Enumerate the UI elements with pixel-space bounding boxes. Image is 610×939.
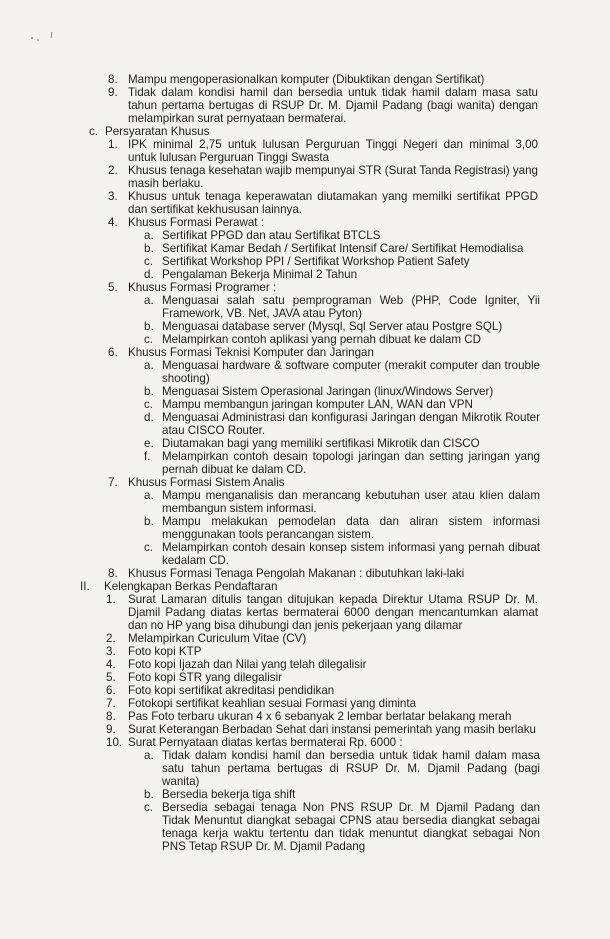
list-marker: c.	[89, 125, 99, 138]
list-item	[108, 567, 538, 580]
list-marker: d.	[144, 411, 154, 424]
list-marker: a.	[144, 294, 154, 307]
list-marker: b.	[144, 385, 154, 398]
list-text: Menguasai database server (Mysql, Sql Server atau Postgre SQL)	[162, 320, 503, 333]
list-text: Mampu menganalisis dan merancang kebutuhan user atau klien dalam membangun sistem informasi.	[162, 489, 540, 515]
list-text: Melampirkan contoh aplikasi yang pernah dibuat ke dalam CD	[162, 333, 482, 346]
sub-list-item	[144, 801, 540, 853]
list-item	[108, 164, 538, 190]
list-marker: b.	[144, 515, 154, 528]
document-body	[0, 73, 610, 853]
list-marker: f.	[144, 450, 151, 463]
sub-list-item	[144, 333, 540, 346]
list-marker: a.	[144, 229, 154, 242]
sub-list-item	[144, 255, 540, 268]
sub-list-item	[144, 229, 540, 242]
list-text: Melampirkan Curiculum Vitae (CV)	[128, 632, 307, 645]
list-marker: 1.	[106, 593, 116, 606]
list-text: Pas Foto terbaru ukuran 4 x 6 sebanyak 2 lembar berlatar belakang merah	[128, 710, 512, 723]
list-item	[106, 645, 538, 658]
list-item	[108, 346, 538, 359]
list-text: Surat Lamaran ditulis tangan ditujukan kepada Direktur Utama RSUP Dr. M. Djamil Padang diatas kertas bermaterai 6000 dengan mencantumkan alamat dan no HP yang bisa dihubungi dan jenis pekerjaan yang dilamar	[128, 593, 538, 632]
list-text: Surat Keterangan Berbadan Sehat dari instansi pemerintah yang masih berlaku	[128, 723, 536, 736]
list-marker: 9.	[108, 86, 118, 99]
list-text: Sertifikat Kamar Bedah / Sertifikat Intensif Care/ Sertifikat Hemodialisa	[162, 242, 524, 255]
sub-list-item	[144, 268, 540, 281]
list-item	[108, 138, 538, 164]
list-marker: 6.	[108, 346, 118, 359]
sub-list-item	[144, 411, 540, 437]
list-text: Mampu membangun jaringan komputer LAN, WAN dan VPN	[162, 398, 473, 411]
sub-list-item	[144, 515, 540, 541]
sub-list-item	[144, 749, 540, 788]
list-marker: 7.	[106, 697, 116, 710]
sub-list-item	[144, 385, 540, 398]
list-item	[106, 593, 538, 632]
list-text: Bersedia sebagai tenaga Non PNS RSUP Dr. M Djamil Padang dan Tidak Menuntut diangkat sebagai CPNS atau bersedia diangkat sebagai tenaga kerja waktu tertentu dan tidak menuntut diangkat sebagai Non PNS Tetap RSUP Dr. M. Djamil Padang	[162, 801, 540, 853]
sub-list-item	[144, 541, 540, 567]
sub-list-item	[144, 294, 540, 320]
list-text: Foto kopi Ijazah dan Nilai yang telah dilegalisir	[128, 658, 367, 671]
list-item	[108, 216, 538, 229]
sub-list-item	[144, 242, 540, 255]
list-text: Tidak dalam kondisi hamil dan bersedia untuk tidak hamil dalam masa satu tahun pertama bertugas di RSUP Dr. M. Djamil Padang (bagi wanita)	[162, 749, 540, 788]
list-marker: a.	[144, 489, 154, 502]
list-marker: 5.	[108, 281, 118, 294]
list-item	[106, 658, 538, 671]
list-marker: 8.	[108, 73, 118, 86]
list-text: Kelengkapan Berkas Pendaftaran	[104, 580, 278, 593]
list-text: Persyaratan Khusus	[105, 125, 210, 138]
list-text: IPK minimal 2,75 untuk lulusan Perguruan Tinggi Negeri dan minimal 3,00 untuk lulusan Perguruan Tinggi Swasta	[128, 138, 538, 164]
list-marker: a.	[144, 359, 154, 372]
list-item	[108, 86, 538, 125]
list-marker: 8.	[106, 710, 116, 723]
list-text: Khusus tenaga kesehatan wajib mempunyai STR (Surat Tanda Registrasi) yang masih berlaku.	[128, 164, 538, 190]
list-marker: 1.	[108, 138, 118, 151]
sub-list-item	[144, 320, 540, 333]
list-item	[106, 684, 538, 697]
list-item	[106, 671, 538, 684]
list-marker: 3.	[106, 645, 116, 658]
section-heading-persyaratan-khusus	[89, 125, 535, 138]
list-item	[106, 632, 538, 645]
sub-list-item	[144, 359, 540, 385]
scan-speck-marks	[28, 26, 68, 46]
list-marker: c.	[144, 255, 154, 268]
list-marker: 9.	[106, 723, 116, 736]
list-marker: b.	[144, 320, 154, 333]
list-marker: 10.	[106, 736, 123, 749]
list-text: Surat Pernyataan diatas kertas bermaterai Rp. 6000 :	[128, 736, 403, 749]
list-item	[108, 190, 538, 216]
list-item	[106, 736, 538, 749]
list-marker: c.	[144, 398, 154, 411]
list-item	[106, 710, 538, 723]
list-text: Foto kopi STR yang dilegalisir	[128, 671, 283, 684]
list-marker: a.	[144, 749, 154, 762]
list-marker: b.	[144, 242, 154, 255]
list-marker: d.	[144, 268, 154, 281]
list-text: Khusus Formasi Sistem Analis	[128, 476, 285, 489]
list-text: Menguasai hardware & software computer (merakit computer dan trouble shooting)	[162, 359, 540, 385]
list-text: Menguasai salah satu pemprograman Web (PHP, Code Igniter, Yii Framework, VB. Net, JAVA atau Pyton)	[162, 294, 540, 320]
list-text: Tidak dalam kondisi hamil dan bersedia untuk tidak hamil dalam masa satu tahun pertama bertugas di RSUP Dr. M. Djamil Padang (bagi wanita) dengan melampirkan surat pernyataan bermaterai.	[128, 86, 538, 125]
list-text: Khusus Formasi Teknisi Komputer dan Jaringan	[128, 346, 374, 359]
list-text: Diutamakan bagi yang memiliki sertifikasi Mikrotik dan CISCO	[162, 437, 480, 450]
list-item	[108, 476, 538, 489]
list-marker: 5.	[106, 671, 116, 684]
list-item	[108, 281, 538, 294]
list-marker: 2.	[108, 164, 118, 177]
list-marker: 3.	[108, 190, 118, 203]
list-marker: 8.	[108, 567, 118, 580]
list-text: Khusus untuk tenaga keperawatan diutamakan yang memilki sertifikat PPGD dan sertifikat kekhususan lainnya.	[128, 190, 538, 216]
list-text: Bersedia bekerja tiga shift	[162, 788, 296, 801]
sub-list-item	[144, 788, 540, 801]
list-text: Sertifikat Workshop PPI / Sertifikat Workshop Patient Safety	[162, 255, 470, 268]
list-text: Melampirkan contoh desain konsep sistem informasi yang pernah dibuat kedalam CD.	[162, 541, 540, 567]
sub-list-item	[144, 450, 540, 476]
list-text: Mampu melakukan pemodelan data dan aliran sistem informasi menggunakan tools perancangan sistem.	[162, 515, 540, 541]
list-item	[106, 723, 538, 736]
list-item	[106, 697, 538, 710]
list-text: Khusus Formasi Perawat :	[128, 216, 264, 229]
list-marker: 6.	[106, 684, 116, 697]
list-marker: 4.	[108, 216, 118, 229]
list-marker: 7.	[108, 476, 118, 489]
list-text: Khusus Formasi Tenaga Pengolah Makanan : dibutuhkan laki-laki	[128, 567, 465, 580]
list-item	[108, 73, 538, 86]
list-text: Menguasai Administrasi dan konfigurasi Jaringan dengan Mikrotik Router atau CISCO Router.	[162, 411, 540, 437]
list-text: Melampirkan contoh desain topologi jaringan dan setting jaringan yang pernah dibuat ke dalam CD.	[162, 450, 540, 476]
list-marker: c.	[144, 333, 154, 346]
list-text: Fotokopi sertifikat keahlian sesuai Formasi yang diminta	[128, 697, 417, 710]
list-marker: 2.	[106, 632, 116, 645]
list-marker: 4.	[106, 658, 116, 671]
list-marker: e.	[144, 437, 154, 450]
sub-list-item	[144, 489, 540, 515]
list-text: Sertifikat PPGD dan atau Sertifikat BTCLS	[162, 229, 381, 242]
list-text: Mampu mengoperasionalkan komputer (Dibuktikan dengan Sertifikat)	[128, 73, 485, 86]
list-text: Pengalaman Bekerja Minimal 2 Tahun	[162, 268, 358, 281]
section-heading-kelengkapan-berkas	[80, 580, 540, 593]
list-text: Foto kopi KTP	[128, 645, 202, 658]
list-marker: c.	[144, 541, 154, 554]
sub-list-item	[144, 398, 540, 411]
list-marker: II.	[80, 580, 90, 593]
list-text: Foto kopi sertifikat akreditasi pendidikan	[128, 684, 335, 697]
sub-list-item	[144, 437, 540, 450]
list-marker: c.	[144, 801, 154, 814]
list-text: Khusus Formasi Programer :	[128, 281, 277, 294]
list-marker: b.	[144, 788, 154, 801]
list-text: Menguasai Sistem Operasional Jaringan (linux/Windows Server)	[162, 385, 494, 398]
